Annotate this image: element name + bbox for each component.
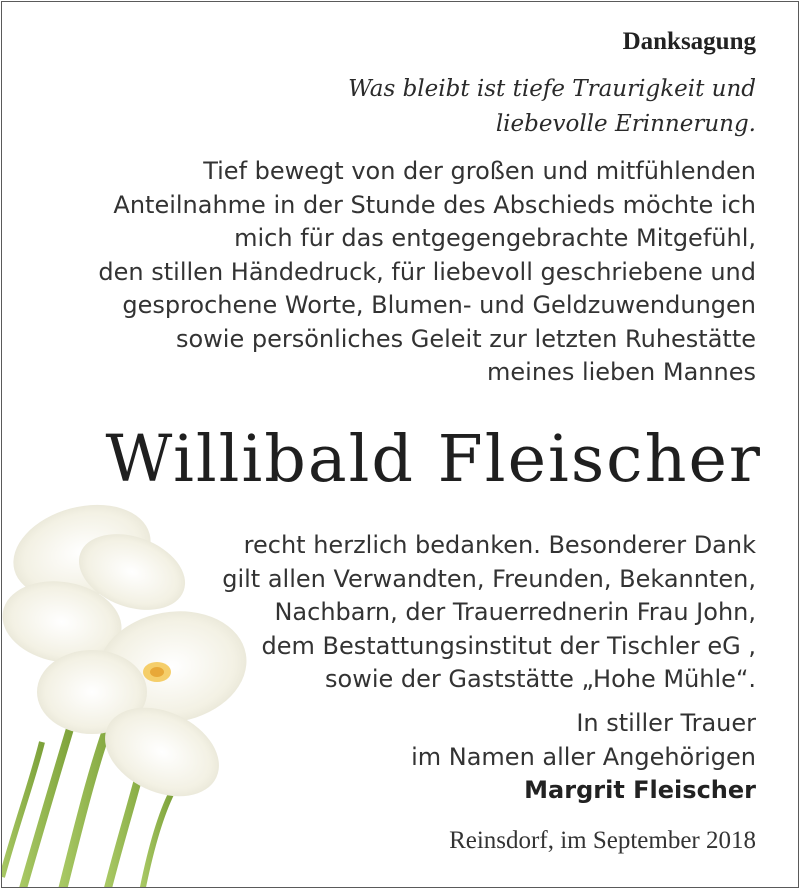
closing-line: im Namen aller Angehörigen	[411, 742, 756, 771]
intro-line: mich für das entgegengebrachte Mitgefühl,	[234, 224, 756, 252]
intro-line: Anteilnahme in der Stunde des Abschieds möchte ich	[113, 190, 756, 219]
thanks-paragraph	[156, 529, 756, 697]
signer-name: Margrit Fleischer	[524, 776, 756, 804]
motto	[196, 72, 756, 142]
thanks-line: gilt allen Verwandten, Freunden, Bekannten,	[222, 564, 756, 593]
intro-line: sowie persönliches Geleit zur letzten Ruhestätte	[175, 324, 756, 353]
intro-line: meines lieben Mannes	[487, 358, 756, 386]
notice-heading: Danksagung	[622, 28, 756, 55]
intro-paragraph	[36, 155, 756, 390]
intro-line: Tief bewegt von der großen und mitfühlenden	[203, 157, 756, 185]
thanks-line: Nachbarn, der Trauerrednerin Frau John,	[274, 598, 756, 626]
obituary-card	[1, 1, 799, 888]
thanks-line: recht herzlich bedanken. Besonderer Dank	[243, 531, 756, 559]
deceased-name: Willibald Fleischer	[105, 422, 762, 497]
thanks-line: sowie der Gaststätte „Hohe Mühle“.	[325, 665, 756, 693]
thanks-line: dem Bestattungsinstitut der Tischler eG ,	[261, 631, 756, 660]
signature-block	[256, 707, 756, 808]
closing-line: In stiller Trauer	[576, 709, 756, 737]
motto-line: Was bleibt ist tiefe Traurigkeit und	[348, 76, 756, 102]
motto-line: liebevolle Erinnerung.	[495, 111, 756, 137]
intro-line: gesprochene Worte, Blumen- und Geldzuwendungen	[122, 291, 756, 319]
intro-line: den stillen Händedruck, für liebevoll geschriebene und	[98, 257, 756, 286]
place-date: Reinsdorf, im September 2018	[449, 827, 756, 854]
